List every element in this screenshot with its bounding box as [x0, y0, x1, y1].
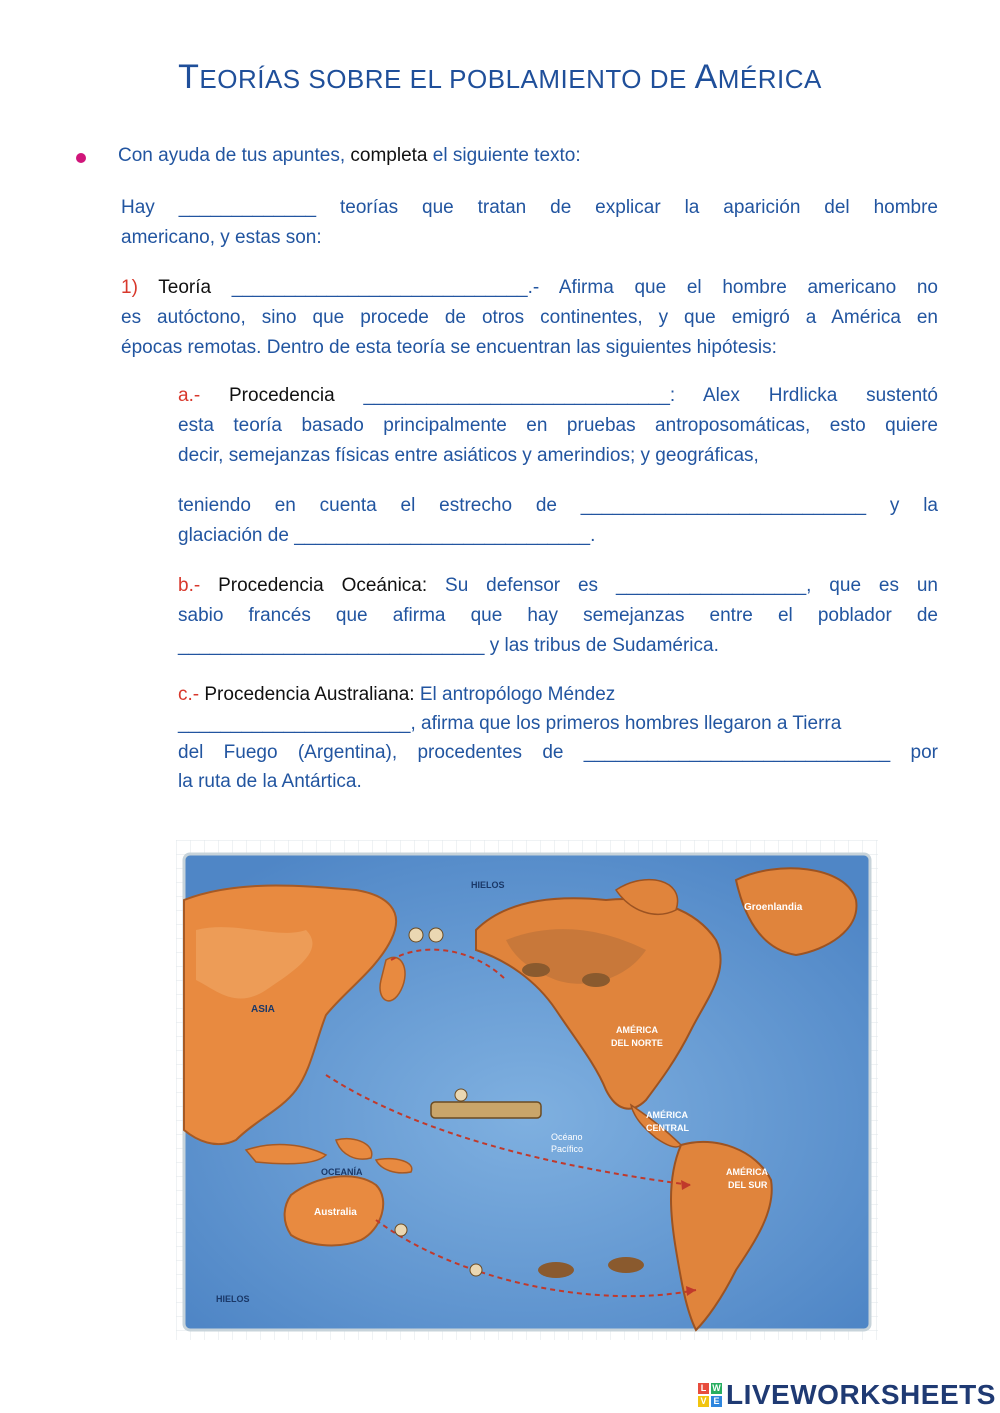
- label-america-norte-1: AMÉRICA: [616, 1025, 658, 1035]
- label-hielos-bottom: HIELOS: [216, 1294, 250, 1304]
- label-america-norte-2: DEL NORTE: [611, 1038, 663, 1048]
- label-groenlandia: Groenlandia: [744, 902, 803, 913]
- page-title: TEORÍAS SOBRE EL POBLAMIENTO DE AMÉRICA: [178, 58, 822, 96]
- logo-icon: L W V E: [698, 1383, 722, 1407]
- paragraph-theory-1: 1) Teoría ____________________________.- Afirma que el hombre americano no es autóctono, sino que procede de otros continentes, y que emigró a América en épocas remotas. Dentro de esta teoría se encuentran las siguientes hipótesis:: [121, 277, 938, 358]
- label-hielos-top: HIELOS: [471, 880, 505, 890]
- logo-text: LIVEWORKSHEETS: [726, 1379, 996, 1410]
- paragraph-hypothesis-b: b.- Procedencia Oceánica: Su defensor es __________________, que es un sabio francés que afirma que hay semejanzas entre el poblador de _____________________________ y las tribus de Sudamérica.: [178, 575, 938, 656]
- label-america-central-1: AMÉRICA: [646, 1110, 688, 1120]
- label-oceano-2: Pacífico: [551, 1144, 584, 1154]
- paragraph-hypothesis-c: c.- Procedencia Australiana: El antropólogo Méndez ______________________, afirma que los primeros hombres llegaron a Tierra del Fuego (Argentina), procedentes de _____________________________ por la ruta de la Antártica.: [178, 684, 938, 792]
- instruction: Con ayuda de tus apuntes, completa el siguiente texto:: [118, 145, 581, 166]
- paragraph-hypothesis-a-cont: teniendo en cuenta el estrecho de ___________________________ y la glaciación de ____________________________.: [178, 495, 938, 546]
- label-asia: ASIA: [251, 1004, 275, 1015]
- animal-icon: [538, 1262, 574, 1278]
- label-america-sur-2: DEL SUR: [728, 1180, 768, 1190]
- paragraph-intro: Hay _____________ teorías que tratan de explicar la aparición del hombre americano, y estas son:: [121, 197, 938, 248]
- migration-map: [176, 840, 878, 1340]
- liveworksheets-logo[interactable]: [698, 1378, 996, 1412]
- bullet-icon: [76, 153, 86, 163]
- label-oceano-1: Océano: [551, 1132, 583, 1142]
- label-america-sur-1: AMÉRICA: [726, 1167, 768, 1177]
- paragraph-hypothesis-a: a.- Procedencia _____________________________: Alex Hrdlicka sustentó esta teoría basado principalmente en pruebas antroposomáticas, esto quiere decir, semejanzas físicas entre asiáticos y amerindios; y geográficas,: [178, 385, 938, 466]
- label-australia: Australia: [314, 1207, 357, 1218]
- raft: [431, 1102, 541, 1118]
- label-america-central-2: CENTRAL: [646, 1123, 689, 1133]
- label-oceania: OCEANÍA: [321, 1167, 363, 1177]
- figure-icon: [455, 1089, 467, 1101]
